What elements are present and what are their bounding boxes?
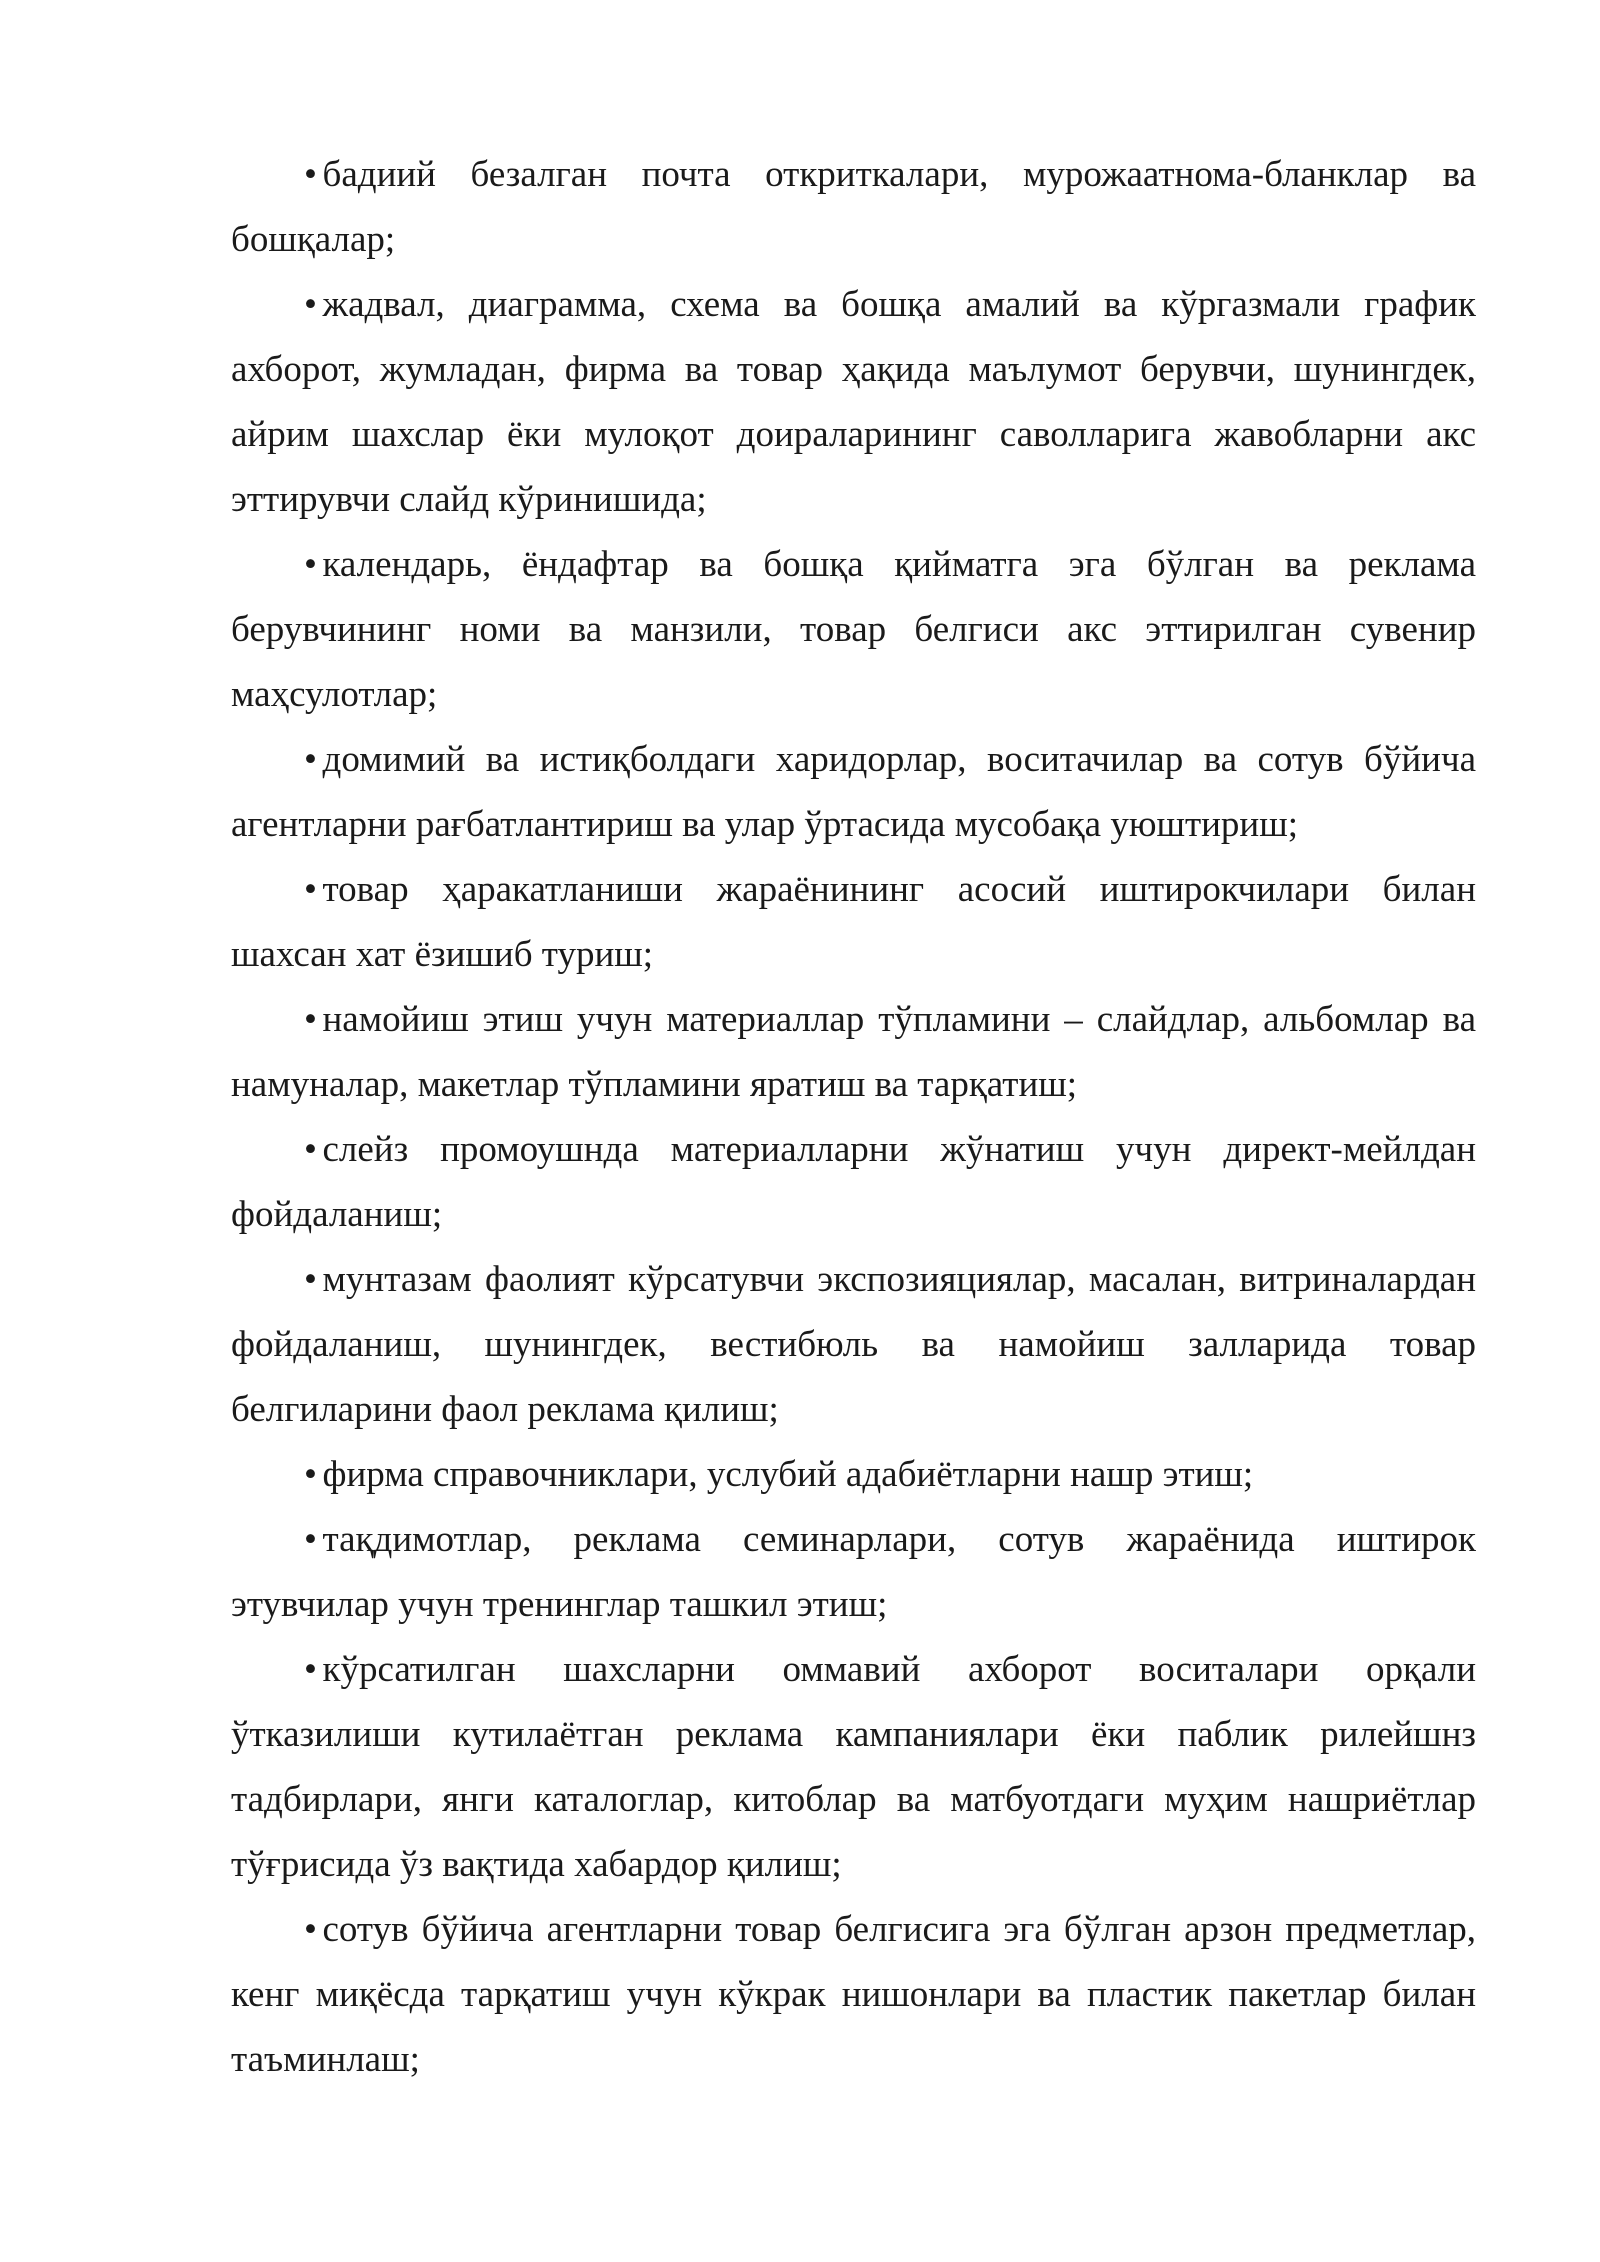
list-item	[231, 857, 1476, 987]
list-item-text: сотув бўйича агентларни товар белгисига эга бўлган арзон предметлар, кенг миқёсда тарқатиш учун кўкрак нишонлари ва пластик пакетлар билан таъминлаш;	[231, 1909, 1476, 2080]
list-item-text: бадиий безалган почта откриткалари, мурожаатнома-бланклар ва бошқалар;	[231, 154, 1476, 260]
list-item-text: домимий ва истиқболдаги харидорлар, воситачилар ва сотув бўйича агентларни рағбатлантириш ва улар ўртасида мусобақа уюштириш;	[231, 739, 1476, 845]
bullet-icon: •	[304, 1129, 317, 1170]
bullet-icon: •	[304, 1909, 317, 1950]
list-item	[231, 1637, 1476, 1897]
list-item	[231, 727, 1476, 857]
bullet-icon: •	[304, 1259, 317, 1300]
list-item-text: фирма справочниклари, услубий адабиётларни нашр этиш;	[322, 1454, 1254, 1495]
bullet-icon: •	[304, 1454, 317, 1495]
list-item-text: намойиш этиш учун материаллар тўпламини – слайдлар, альбомлар ва намуналар, макетлар тўпламини яратиш ва тарқатиш;	[231, 999, 1476, 1105]
list-item	[231, 1897, 1476, 2092]
list-item	[231, 142, 1476, 272]
bullet-icon: •	[304, 739, 317, 780]
document-page	[231, 142, 1476, 2092]
list-item-text: жадвал, диаграмма, схема ва бошқа амалий ва кўргазмали график ахборот, жумладан, фирма ва товар ҳақида маълумот берувчи, шунингдек, айрим шахслар ёки мулоқот доираларининг саволларига жавобларни акс эттирувчи слайд кўринишида;	[231, 284, 1476, 520]
list-item	[231, 1442, 1476, 1507]
list-item	[231, 987, 1476, 1117]
bullet-icon: •	[304, 544, 317, 585]
list-item	[231, 1117, 1476, 1247]
bullet-icon: •	[304, 1519, 317, 1560]
list-item-text: тақдимотлар, реклама семинарлари, сотув жараёнида иштирок этувчилар учун тренинглар ташкил этиш;	[231, 1519, 1476, 1625]
list-item	[231, 532, 1476, 727]
bullet-icon: •	[304, 999, 317, 1040]
list-item	[231, 272, 1476, 532]
list-item-text: кўрсатилган шахсларни оммавий ахборот воситалари орқали ўтказилиши кутилаётган реклама кампаниялари ёки паблик рилейшнз тадбирлари, янги каталоглар, китоблар ва матбуотдаги муҳим нашриётлар тўғрисида ўз вақтида хабардор қилиш;	[231, 1649, 1476, 1885]
list-item-text: товар ҳаракатланиши жараёнининг асосий иштирокчилари билан шахсан хат ёзишиб туриш;	[231, 869, 1476, 975]
list-item-text: календарь, ёндафтар ва бошқа қийматга эга бўлган ва реклама берувчининг номи ва манзили, товар белгиси акс эттирилган сувенир маҳсулотлар;	[231, 544, 1476, 715]
bullet-icon: •	[304, 869, 317, 910]
list-item	[231, 1247, 1476, 1442]
bullet-icon: •	[304, 284, 317, 325]
list-item-text: мунтазам фаолият кўрсатувчи экспозияциялар, масалан, витриналардан фойдаланиш, шунингдек, вестибюль ва намойиш залларида товар белгиларини фаол реклама қилиш;	[231, 1259, 1476, 1430]
list-item-text: слейз промоушнда материалларни жўнатиш учун директ-мейлдан фойдаланиш;	[231, 1129, 1476, 1235]
bullet-icon: •	[304, 154, 317, 195]
list-item	[231, 1507, 1476, 1637]
bullet-icon: •	[304, 1649, 317, 1690]
